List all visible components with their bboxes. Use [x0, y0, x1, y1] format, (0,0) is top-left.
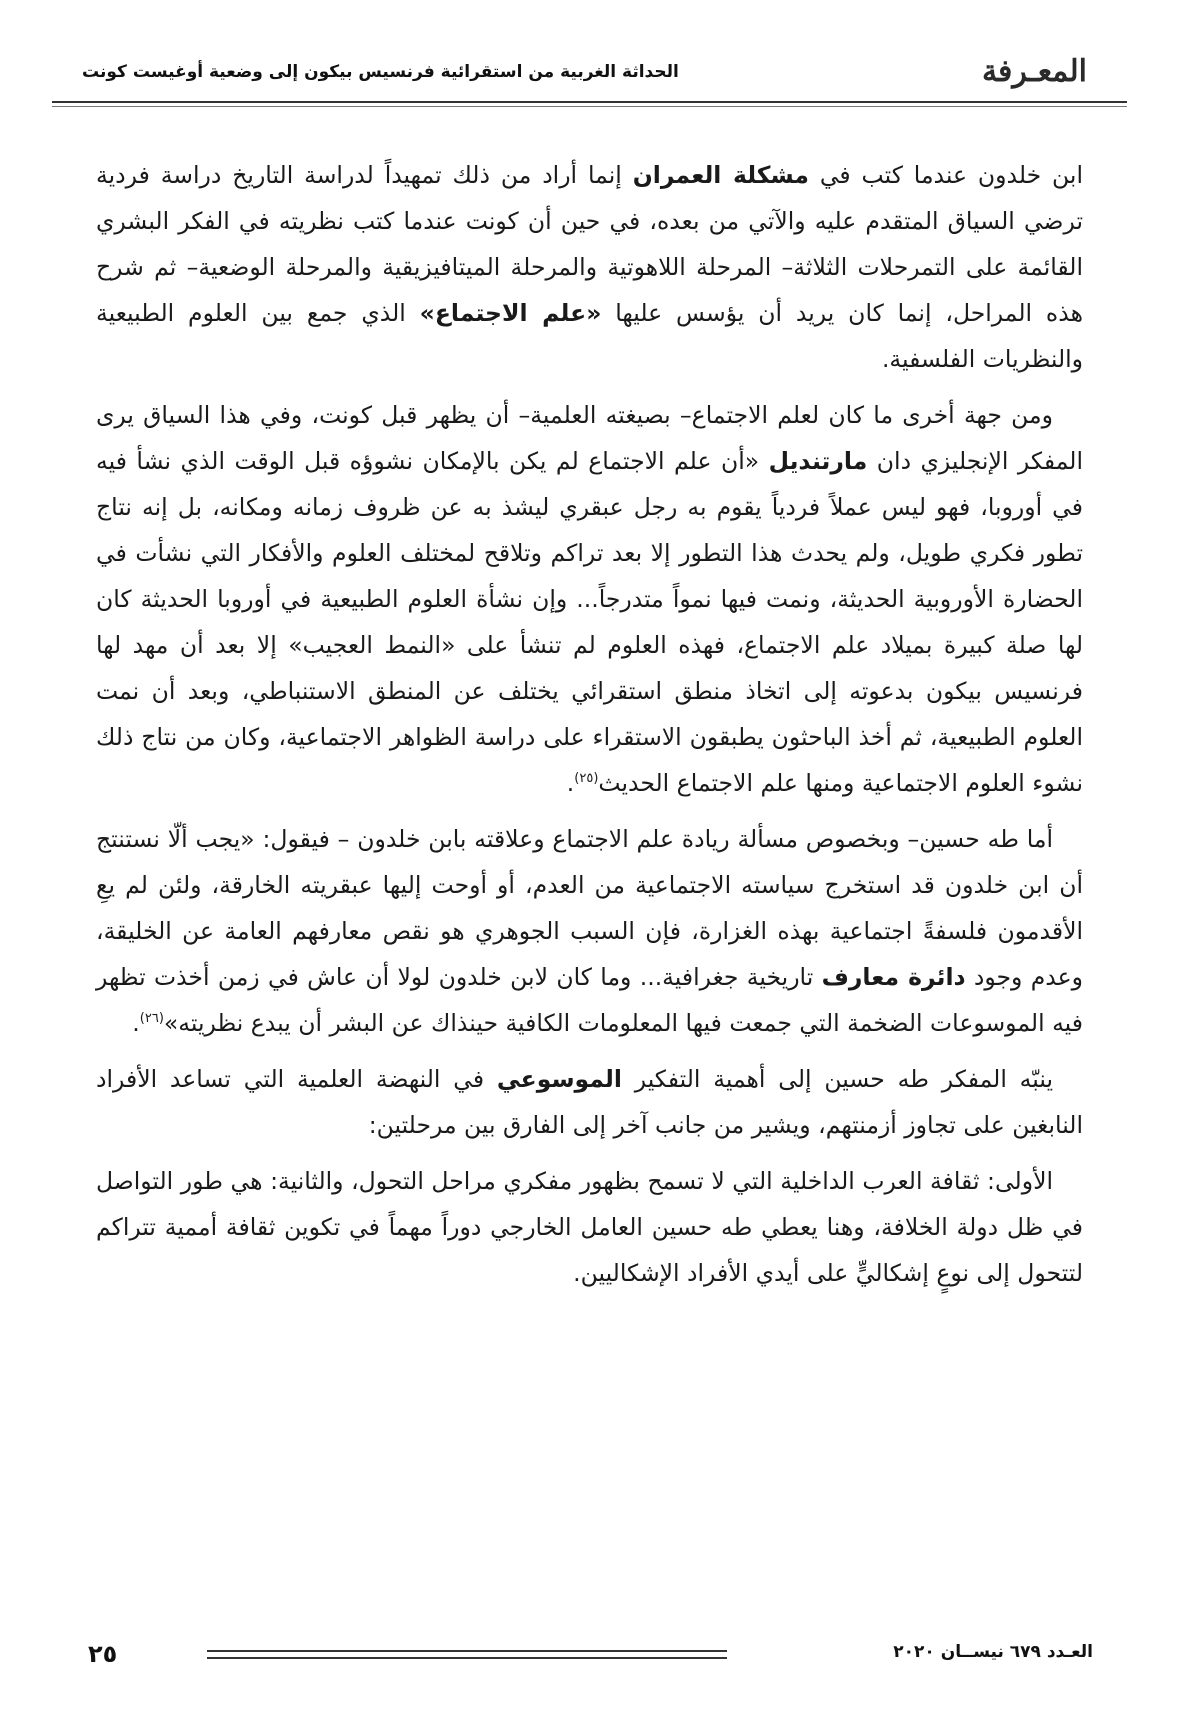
text-run: تاريخية جغرافية... وما كان لابن خلدون لولا أن عاش في زمن أخذت تظهر فيه الموسوعات الضخمة التي جمعت فيها المعلومات الكافية حينذاك عن البشر أن يبدع نظريته» [96, 963, 1083, 1037]
body-paragraph [96, 152, 1083, 382]
text-run: الذي جمع بين العلوم الطبيعية والنظريات الفلسفية. [96, 299, 1083, 373]
journal-logo: المعـرفة [981, 54, 1087, 89]
emphasized-text: مشكلة العمران [632, 161, 809, 189]
text-run: . [566, 769, 575, 797]
running-title: الحداثة الغربية من استقرائية فرنسيس بيكون إلى وضعية أوغيست كونت [82, 62, 679, 82]
issue-info: العـدد ٦٧٩ نيســان ٢٠٢٠ [893, 1642, 1093, 1662]
text-run: أما طه حسين– وبخصوص مسألة ريادة علم الاجتماع وعلاقته بابن خلدون – فيقول: «يجب ألّا نستنتج أن ابن خلدون قد استخرج سياسته الاجتماعية من العدم، أو أوحت إليها عبقريته الخارقة، ولئن لم يعِ الأقدمون فلسفةً اجتماعية بهذه الغزارة، فإن السبب الجوهري هو نقص معارفهم العامة عن الخليقة، وعدم وجود [96, 825, 1084, 991]
emphasized-text: «علم الاجتماع» [419, 299, 602, 327]
article-body [96, 152, 1083, 1306]
body-paragraph [96, 816, 1083, 1046]
emphasized-text: الموسوعي [496, 1065, 622, 1093]
text-run: ينبّه المفكر طه حسين إلى أهمية التفكير [621, 1065, 1053, 1093]
header-rule [52, 101, 1127, 103]
footer-rule [207, 1650, 727, 1652]
page-number: ٢٥ [88, 1640, 118, 1668]
footnote-ref: (٢٥) [574, 771, 599, 787]
text-run: ومن جهة أخرى ما كان لعلم الاجتماع– بصيغته العلمية– أن يظهر قبل كونت، وفي هذا السياق يرى المفكر الإنجليزي دان [96, 401, 1083, 475]
text-run: الأولى: ثقافة العرب الداخلية التي لا تسمح بظهور مفكري مراحل التحول، والثانية: هي طور التواصل في ظل دولة الخلافة، وهنا يعطي طه حسين العامل الخارجي دوراً مهماً في تكوين ثقافة أممية تتراكم لتتحول إلى نوعٍ إشكاليٍّ على أيدي الأفراد الإشكاليين. [96, 1167, 1083, 1287]
footer-rule [207, 1657, 727, 1659]
page-footer [52, 1640, 1127, 1680]
body-paragraph [96, 1158, 1083, 1296]
text-run: في النهضة العلمية التي تساعد الأفراد النابغين على تجاوز أزمنتهم، ويشير من جانب آخر إلى الفارق بين مرحلتين: [96, 1065, 1083, 1139]
emphasized-text: دائرة معارف [821, 963, 966, 991]
text-run: «أن علم الاجتماع لم يكن بالإمكان نشوؤه قبل الوقت الذي نشأ فيه في أوروبا، فهو ليس عملاً فردياً يقوم به رجل عبقري ليشذ به عن ظروف زمانه ومكانه، بل إنه نتاج تطور فكري طويل، ولم يحدث هذا التطور إلا بعد تراكم وتلاقح لمختلف العلوم والأفكار التي نشأت في الحضارة الأوروبية الحديثة، ونمت فيها نمواً متدرجاً... وإن نشأة العلوم الطبيعية في أوروبا الحديثة كان لها صلة كبيرة بميلاد علم الاجتماع، فهذه العلوم لم تنشأ على «النمط العجيب» إلا بعد أن مهد لها فرنسيس بيكون بدعوته إلى اتخاذ منطق استقرائي يختلف عن المنطق الاستنباطي، وبعد أن نمت العلوم الطبيعية، ثم أخذ الباحثون يطبقون الاستقراء على دراسة الظواهر الاجتماعية، وكان من نتاج ذلك نشوء العلوم الاجتماعية ومنها علم الاجتماع الحديث [96, 447, 1083, 797]
header-rule-thin [52, 106, 1127, 107]
body-paragraph [96, 1056, 1083, 1148]
text-run: . [132, 1009, 140, 1037]
emphasized-text: مارتنديل [768, 447, 868, 475]
text-run: ابن خلدون عندما كتب في [808, 161, 1083, 189]
footnote-ref: (٢٦) [139, 1011, 164, 1027]
text-run: إنما أراد من ذلك تمهيداً لدراسة التاريخ دراسة فردية ترضي السياق المتقدم عليه والآتي من بعده، في حين أن كونت عندما كتب نظريته في الفكر البشري القائمة على التمرحلات الثلاثة– المرحلة اللاهوتية والمرحلة الميتافيزيقية والمرحلة الوضعية– ثم شرح هذه المراحل، إنما كان يريد أن يؤسس عليها [96, 161, 1083, 327]
body-paragraph [96, 392, 1083, 806]
page-header [52, 52, 1127, 100]
